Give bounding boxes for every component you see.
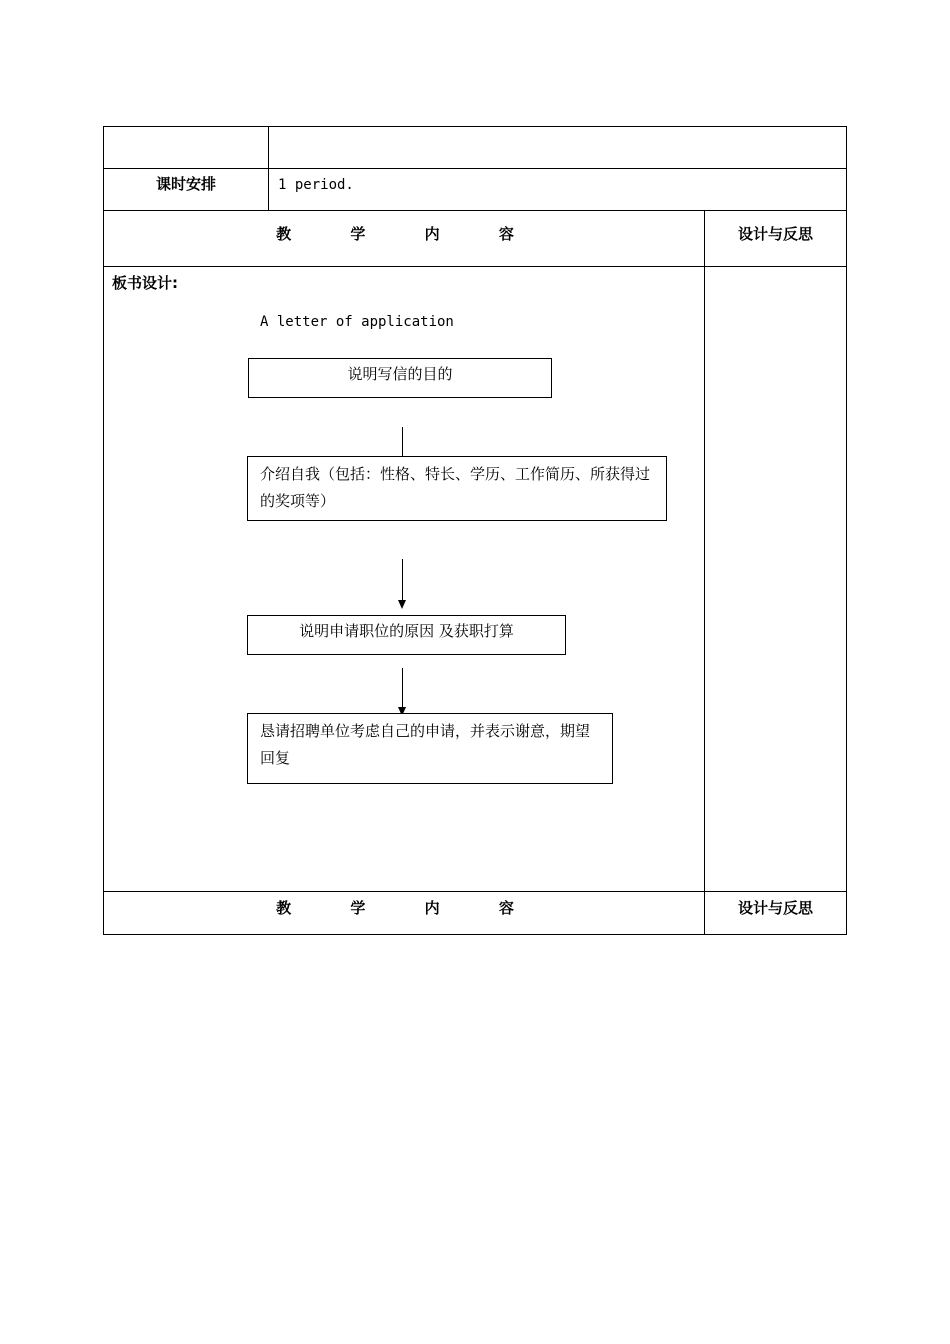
connector-line-1 [402, 427, 403, 457]
design-reflection-footer: 设计与反思 [737, 899, 813, 917]
flow-step-4 [247, 713, 613, 784]
flow-step-4-text: 恳请招聘单位考虑自己的申请，并表示谢意，期望回复 [260, 722, 591, 767]
teaching-content-footer: 教 学 内 容 [276, 899, 532, 917]
arrow-down-icon [398, 600, 406, 609]
table-left-border [103, 126, 104, 935]
diagram-title: A letter of application [260, 314, 454, 330]
flow-step-3-text: 说明申请职位的原因 及获职打算 [299, 622, 514, 640]
connector-line-2 [402, 559, 403, 601]
design-reflection-header: 设计与反思 [737, 225, 813, 243]
class-hours-label: 课时安排 [155, 175, 216, 193]
connector-line-3 [402, 668, 403, 708]
table-right-border [846, 126, 847, 935]
flow-step-3 [247, 615, 566, 655]
flow-step-1-text: 说明写信的目的 [347, 365, 453, 383]
label-column-divider [268, 126, 269, 211]
reflection-column-divider [704, 210, 705, 935]
class-hours-value: 1 period. [278, 177, 354, 193]
row-divider-1 [103, 168, 847, 169]
row-divider-2 [103, 210, 847, 211]
row-divider-4 [103, 891, 847, 892]
row-divider-3 [103, 266, 847, 267]
table-bottom-border [103, 934, 847, 935]
flow-step-1 [248, 358, 552, 398]
board-design-label: 板书设计: [112, 274, 178, 292]
table-top-border [103, 126, 847, 127]
flow-step-2 [247, 456, 667, 521]
flow-step-2-text: 介绍自我（包括：性格、特长、学历、工作简历、所获得过的奖项等） [260, 465, 651, 510]
teaching-content-header: 教 学 内 容 [276, 225, 532, 243]
